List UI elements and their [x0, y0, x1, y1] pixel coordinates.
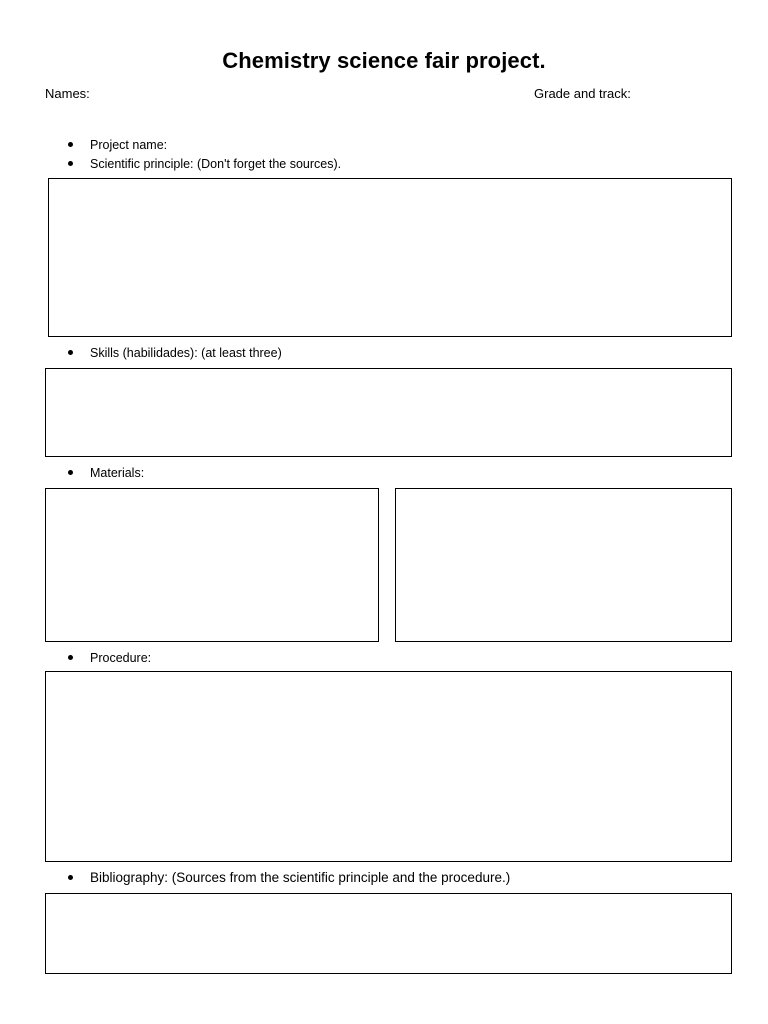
- bullet-scientific-principle: [90, 156, 341, 172]
- bibliography-box[interactable]: [45, 893, 732, 974]
- bullet-icon: [68, 350, 73, 355]
- materials-label: Materials:: [90, 466, 145, 480]
- names-label: Names:: [45, 86, 90, 101]
- bullet-icon: [68, 142, 73, 147]
- bullet-project-name: [90, 137, 167, 153]
- bullet-icon: [68, 161, 73, 166]
- bullet-materials: [90, 465, 144, 481]
- bullet-icon: [68, 470, 73, 475]
- bullet-procedure: [90, 650, 151, 666]
- skills-box[interactable]: [45, 368, 732, 457]
- scientific-principle-label: Scientific principle: (Don't forget the sources).: [90, 157, 342, 171]
- procedure-box[interactable]: [45, 671, 732, 862]
- bibliography-label: Bibliography: (Sources from the scientific principle and the procedure.): [90, 870, 511, 885]
- bullet-icon: [68, 875, 73, 880]
- scientific-principle-box[interactable]: [48, 178, 732, 337]
- materials-box-right[interactable]: [395, 488, 732, 642]
- project-name-label: Project name:: [90, 138, 168, 152]
- page-title: Chemistry science fair project.: [222, 48, 546, 73]
- bullet-skills: [90, 345, 282, 361]
- bullet-bibliography: [90, 870, 510, 886]
- procedure-label: Procedure:: [90, 651, 152, 665]
- bullet-icon: [68, 655, 73, 660]
- materials-box-left[interactable]: [45, 488, 379, 642]
- grade-and-track-label: Grade and track:: [534, 86, 631, 101]
- skills-label: Skills (habilidades): (at least three): [90, 346, 282, 360]
